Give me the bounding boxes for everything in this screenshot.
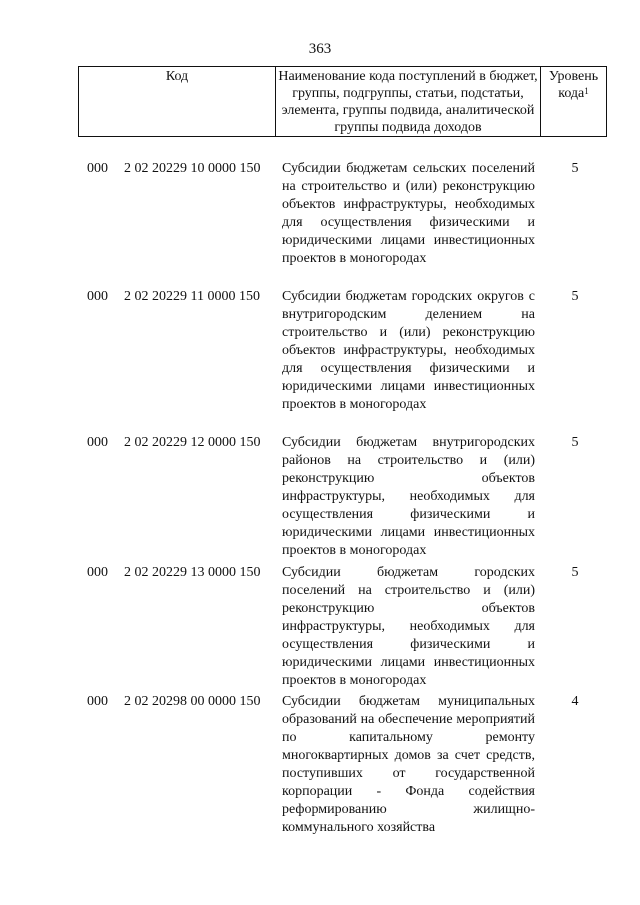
- header-level-label: Уровень кода: [548, 69, 599, 101]
- row-level: 5: [571, 161, 579, 176]
- row-name: Субсидии бюджетам сельских поселений на строительство и (или) реконструкцию объектов инфраструктуры, необходимых для осуществления физическими и юридическими лицами инвестиционных проектов в моногородах: [282, 161, 535, 266]
- row-budget-code: 2 02 20298 00 0000 150: [124, 694, 261, 709]
- header-level-footnote: 1: [584, 86, 589, 96]
- row-admin-code: 000: [87, 435, 108, 450]
- row-admin-code: 000: [87, 289, 108, 304]
- header-name: Наименование кода поступлений в бюджет, группы, подгруппы, статьи, подстатьи, элемента, группы подвида, аналитической группы подвида доходов: [276, 67, 541, 137]
- row-level: 5: [571, 289, 579, 304]
- row-admin-code: 000: [87, 694, 108, 709]
- row-budget-code: 2 02 20229 10 0000 150: [124, 161, 261, 176]
- row-admin-code: 000: [87, 161, 108, 176]
- page-number: 363: [308, 41, 332, 57]
- header-code: Код: [79, 67, 276, 137]
- row-budget-code: 2 02 20229 11 0000 150: [124, 289, 260, 304]
- row-admin-code: 000: [87, 565, 108, 580]
- row-name: Субсидии бюджетам городских округов с внутригородским делением на строительство и (или) реконструкцию объектов инфраструктуры, необходимых для осуществления физическими и юридическими лицами инвестиционных проектов в моногородах: [282, 289, 535, 412]
- row-name: Субсидии бюджетам городских поселений на строительство и (или) реконструкцию объектов инфраструктуры, необходимых для осуществления физическими и юридическими лицами инвестиционных проектов в моногородах: [282, 565, 535, 688]
- table-header: [78, 66, 607, 137]
- row-level: 4: [571, 694, 579, 709]
- row-budget-code: 2 02 20229 13 0000 150: [124, 565, 261, 580]
- header-level: [541, 67, 607, 137]
- row-budget-code: 2 02 20229 12 0000 150: [124, 435, 261, 450]
- row-level: 5: [571, 565, 579, 580]
- row-level: 5: [571, 435, 579, 450]
- row-name: Субсидии бюджетам внутригородских районов на строительство и (или) реконструкцию объектов инфраструктуры, необходимых для осуществления физическими и юридическими лицами инвестиционных проектов в моногородах: [282, 435, 535, 558]
- row-name: Субсидии бюджетам муниципальных образований на обеспечение мероприятий по капитальному ремонту многоквартирных домов за счет средств, поступивших от государственной корпорации - Фонда содействия реформированию жилищно-коммунального хозяйства: [282, 694, 535, 835]
